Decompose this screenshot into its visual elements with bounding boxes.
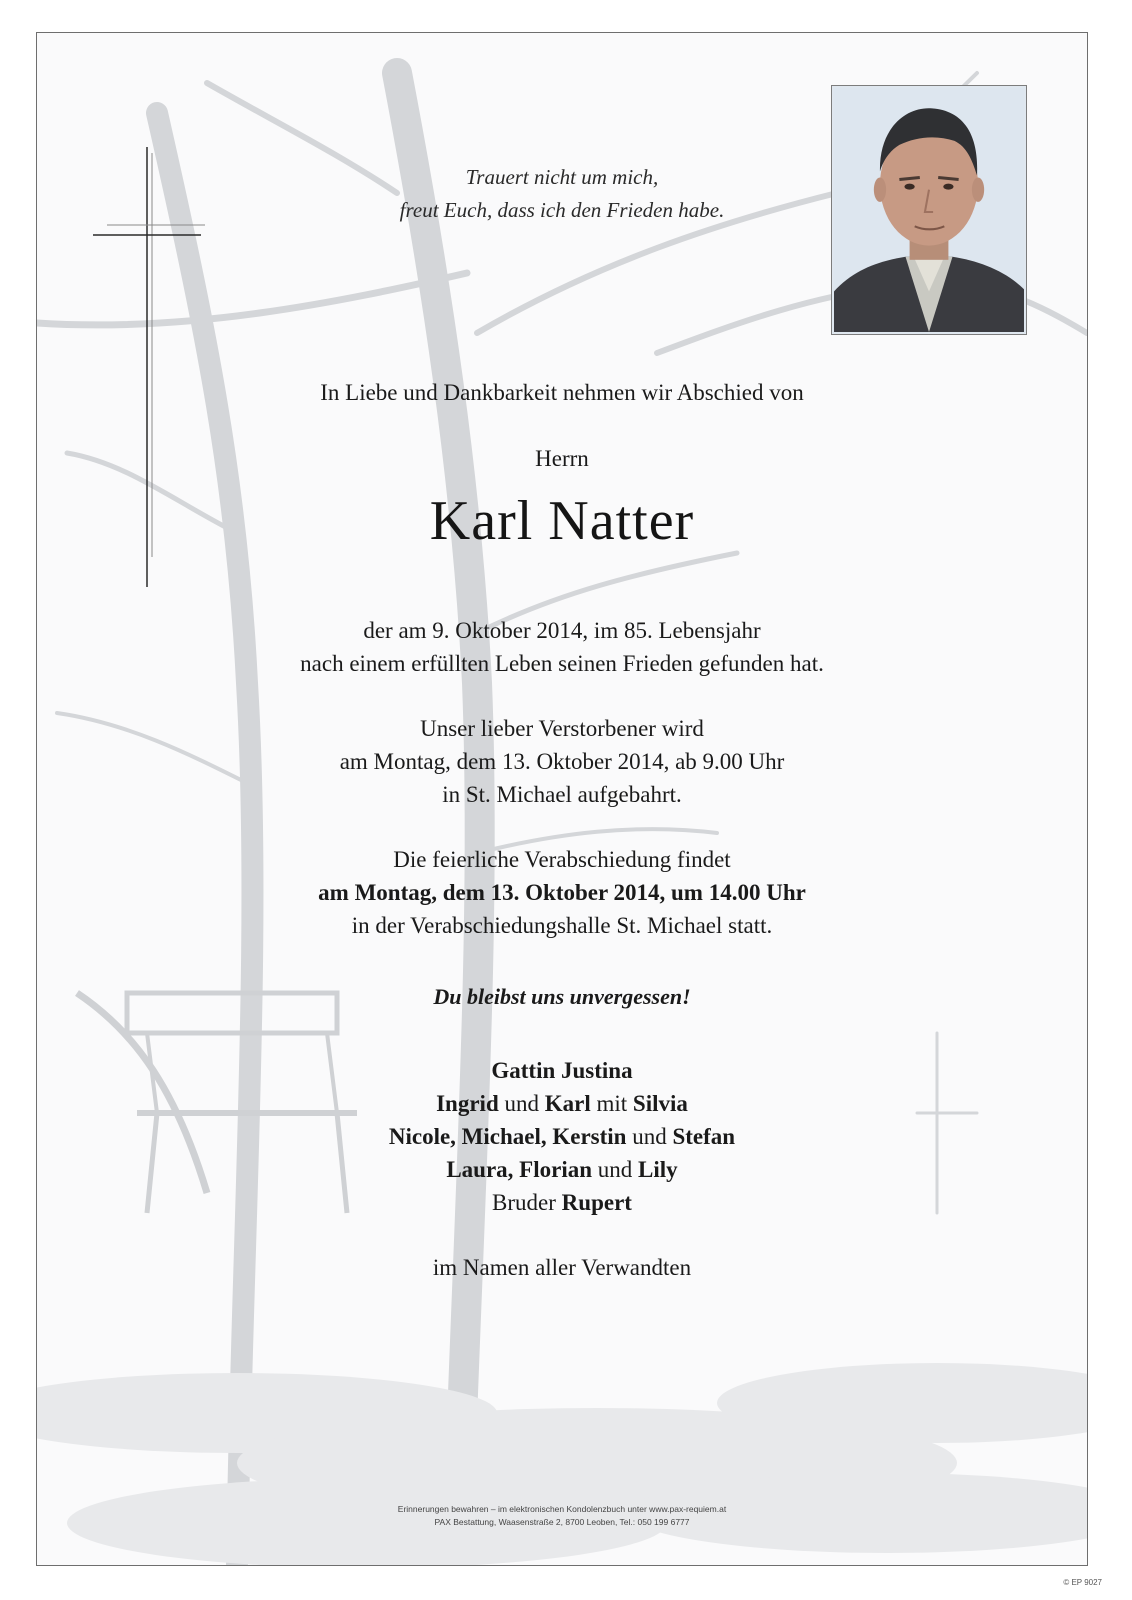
- obituary-card: [36, 32, 1088, 1566]
- closing-text: im Namen aller Verwandten: [432, 1255, 692, 1280]
- family-line-4: [37, 1158, 1087, 1181]
- ceremony-line-2: am Montag, dem 13. Oktober 2014, um 14.00 Uhr: [318, 880, 806, 905]
- family-name: Ingrid: [436, 1091, 499, 1116]
- ceremony-line-1: Die feierliche Verabschiedung findet: [393, 847, 731, 872]
- footer-line-2: PAX Bestattung, Waasenstraße 2, 8700 Leoben, Tel.: 050 199 6777: [434, 1517, 690, 1527]
- family-name: Stefan: [672, 1124, 736, 1149]
- connector-text: mit: [590, 1091, 633, 1116]
- connector-text: Bruder: [492, 1190, 562, 1215]
- family-name: Nicole, Michael, Kerstin: [388, 1124, 627, 1149]
- family-name: Silvia: [632, 1091, 688, 1116]
- family-name: Rupert: [561, 1190, 632, 1215]
- connector-text: und: [626, 1124, 673, 1149]
- viewing-line-2: am Montag, dem 13. Oktober 2014, ab 9.00 Uhr: [339, 749, 785, 774]
- family-line-3: [37, 1125, 1087, 1148]
- connector-text: und: [592, 1157, 639, 1182]
- death-line-2: nach einem erfüllten Leben seinen Frieden gefunden hat.: [300, 651, 824, 676]
- salutation: Herrn: [535, 446, 589, 471]
- family-name: Karl: [544, 1091, 591, 1116]
- document-code: © EP 9027: [1063, 1578, 1102, 1587]
- connector-text: und: [498, 1091, 545, 1116]
- family-name: Gattin Justina: [491, 1058, 633, 1083]
- family-line-5: [37, 1191, 1087, 1214]
- viewing-line-1: Unser lieber Verstorbener wird: [420, 716, 704, 741]
- family-name: Laura, Florian: [446, 1157, 593, 1182]
- family-name: Lily: [638, 1157, 678, 1182]
- deceased-name: Karl Natter: [429, 490, 695, 552]
- remembrance-text: Du bleibst uns unvergessen!: [433, 984, 691, 1009]
- death-line-1: der am 9. Oktober 2014, im 85. Lebensjahr: [363, 618, 761, 643]
- footer-line-1: Erinnerungen bewahren – im elektronischen Kondolenzbuch unter www.pax-requiem.at: [397, 1504, 727, 1514]
- family-line-2: [37, 1092, 1087, 1115]
- intro-text: In Liebe und Dankbarkeit nehmen wir Abschied von: [320, 380, 804, 405]
- motto-line-1: Trauert nicht um mich,: [465, 165, 659, 189]
- family-line-1: [37, 1059, 1087, 1082]
- ceremony-line-3: in der Verabschiedungshalle St. Michael statt.: [351, 913, 773, 938]
- motto-line-2: freut Euch, dass ich den Frieden habe.: [399, 198, 725, 222]
- viewing-line-3: in St. Michael aufgebahrt.: [442, 782, 682, 807]
